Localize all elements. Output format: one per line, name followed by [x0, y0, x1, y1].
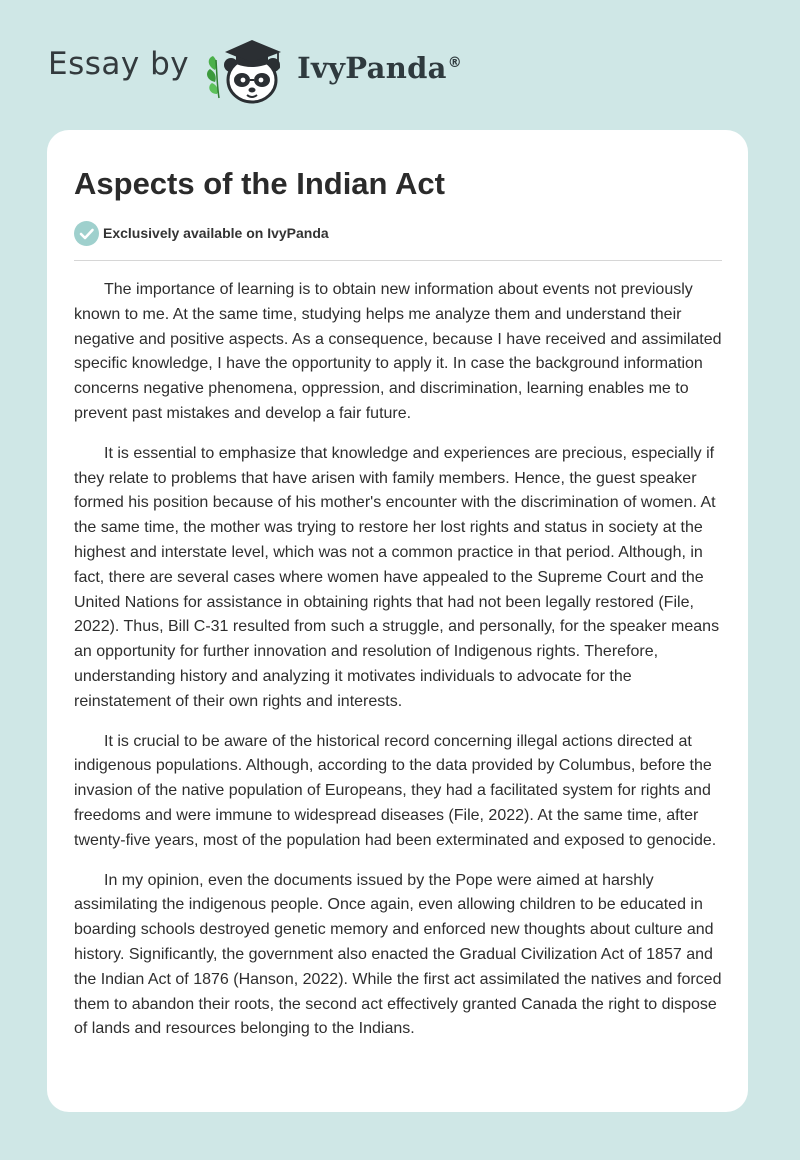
essay-paragraph: It is crucial to be aware of the historical record concerning illegal actions directed at indigenous populations. Although, according to the data provided by Columbus, before the invasion of the native population of Europeans, they had a facilitated system for rights and freedoms and were immune to widespread diseases (File, 2022). At the same time, after twenty-five years, most of the population had been exterminated and exposed to genocide.	[74, 732, 717, 849]
divider	[74, 260, 722, 261]
brand-prefix: Essay by	[48, 46, 190, 82]
exclusive-badge-label: Exclusively available on IvyPanda	[103, 225, 329, 241]
brand-name	[297, 51, 462, 85]
essay-body	[74, 278, 722, 1042]
brand-name-text: IvyPanda	[297, 51, 447, 85]
panda-graduate-icon	[203, 30, 295, 110]
essay-paragraph: The importance of learning is to obtain new information about events not previously known to me. At the same time, studying helps me analyze them and understand their negative and positive aspects. As a consequence, because I have received and assimilated specific knowledge, I have the opportunity to apply it. In case the background information concerns negative phenomena, oppression, and discrimination, learning enables me to prevent past mistakes and develop a fair future.	[74, 281, 722, 422]
ivy-leaf-icon	[207, 56, 219, 98]
ivypanda-logo-link[interactable]	[203, 30, 462, 110]
site-header	[48, 30, 462, 110]
essay-paragraph: In my opinion, even the documents issued by the Pope were aimed at harshly assimilating the indigenous people. Once again, even allowing children to be educated in boarding schools destroyed genetic memory and enforced new thoughts about culture and history. Significantly, the government also enacted the Gradual Civilization Act of 1857 and the Indian Act of 1876 (Hanson, 2022). While the first act assimilated the natives and forced them to abandon their roots, the second act effectively granted Canada the right to dispose of lands and resources belonging to the Indians.	[74, 871, 722, 1038]
exclusive-badge	[74, 220, 722, 246]
essay-paragraph: It is essential to emphasize that knowledge and experiences are precious, especially if they relate to problems that have arisen with family members. Hence, the guest speaker formed his position because of his mother's encounter with the discrimination of women. At the same time, the mother was trying to restore her lost rights and status in society at the highest and interstate level, which was not a common practice in that period. Although, in fact, there are several cases where women have appealed to the Supreme Court and the United Nations for assistance in obtaining rights that had not been legally restored (File, 2022). Thus, Bill C-31 resulted from such a struggle, and personally, for the speaker means an opportunity for further innovation and resolution of Indigenous rights. Therefore, understanding history and analyzing it motivates individuals to advocate for the reinstatement of their own rights and interests.	[74, 444, 720, 710]
page-title: Aspects of the Indian Act	[74, 166, 445, 201]
essay-card	[47, 130, 748, 1112]
check-icon	[74, 221, 99, 246]
registered-mark: ®	[447, 55, 463, 72]
